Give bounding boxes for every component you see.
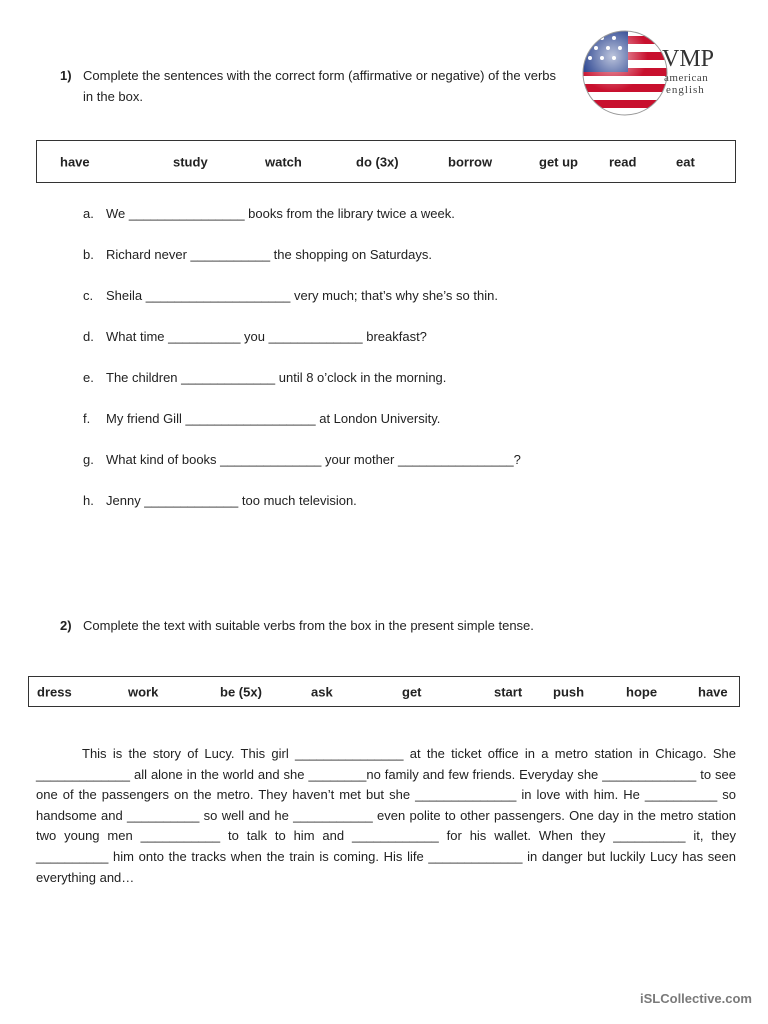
logo bbox=[580, 28, 725, 118]
exercise1-word-box bbox=[36, 140, 736, 183]
logo-title: VMP bbox=[662, 46, 715, 72]
exercise1-number: 1) bbox=[60, 68, 72, 83]
word-box-item: get bbox=[402, 684, 422, 699]
item-text: The children _____________ until 8 o’clock in the morning. bbox=[106, 370, 447, 385]
logo-line2: english bbox=[666, 84, 705, 96]
sentence-item bbox=[83, 247, 432, 262]
exercise2-word-box bbox=[28, 676, 740, 707]
sentence-item bbox=[83, 329, 427, 344]
item-letter: f. bbox=[83, 411, 91, 426]
item-text: Sheila ____________________ very much; that’s why she’s so thin. bbox=[106, 288, 498, 303]
flag-globe-icon bbox=[580, 28, 725, 118]
sentence-item bbox=[83, 288, 498, 303]
word-box-item: have bbox=[698, 684, 728, 699]
item-text: My friend Gill __________________ at London University. bbox=[106, 411, 441, 426]
watermark: iSLCollective.com bbox=[640, 991, 752, 1006]
sentence-item bbox=[83, 452, 521, 467]
sentence-item bbox=[83, 370, 446, 385]
word-box-item: eat bbox=[676, 154, 695, 169]
logo-line1: american bbox=[664, 72, 709, 84]
word-box-item: get up bbox=[539, 154, 578, 169]
word-box-item: study bbox=[173, 154, 208, 169]
item-letter: c. bbox=[83, 288, 94, 303]
item-letter: d. bbox=[83, 329, 94, 344]
item-text: We ________________ books from the library twice a week. bbox=[106, 206, 455, 221]
sentence-item bbox=[83, 411, 440, 426]
sentence-item bbox=[83, 206, 455, 221]
item-letter: g. bbox=[83, 452, 94, 467]
story-paragraph: This is the story of Lucy. This girl _______________ at the ticket office in a metro station in Chicago. She _____________ all alone in the world and she ________no family and few friends. Everyday she _____________ to see one of the passengers on the metro. They haven’t met but she ______________ in love with him. He __________ so handsome and __________ so well and he ___________ even polite to other passengers. One day in the metro station two young men ___________ to talk to him and ____________ for his wallet. When they __________ it, they __________ him onto the tracks when the train is coming. His life _____________ in danger but luckily Lucy has seen everything and… bbox=[36, 746, 736, 885]
item-letter: b. bbox=[83, 247, 94, 262]
word-box-item: hope bbox=[626, 684, 658, 699]
word-box-item: watch bbox=[265, 154, 302, 169]
word-box-item: ask bbox=[311, 684, 333, 699]
exercise2-number: 2) bbox=[60, 618, 72, 633]
word-box-item: read bbox=[609, 154, 637, 169]
item-text: Jenny _____________ too much television. bbox=[106, 493, 357, 508]
word-box-item: be (5x) bbox=[220, 684, 262, 699]
item-letter: a. bbox=[83, 206, 94, 221]
exercise1-instruction bbox=[60, 65, 560, 107]
exercise1-instruction-text: Complete the sentences with the correct form (affirmative or negative) of the verbs in the box. bbox=[83, 68, 557, 104]
word-box-item: borrow bbox=[448, 154, 493, 169]
word-box-item: work bbox=[128, 684, 159, 699]
item-text: What time __________ you _____________ breakfast? bbox=[106, 329, 427, 344]
exercise2-instruction bbox=[60, 615, 660, 636]
word-box-item: have bbox=[60, 154, 90, 169]
item-text: What kind of books ______________ your mother ________________? bbox=[106, 452, 521, 467]
word-box-item: push bbox=[553, 684, 585, 699]
item-letter: e. bbox=[83, 370, 94, 385]
word-box-item: do (3x) bbox=[356, 154, 399, 169]
item-letter: h. bbox=[83, 493, 94, 508]
exercise2-instruction-text: Complete the text with suitable verbs from the box in the present simple tense. bbox=[83, 618, 534, 633]
word-box-item: start bbox=[494, 684, 523, 699]
word-box-item: dress bbox=[37, 684, 72, 699]
sentence-item bbox=[83, 493, 357, 508]
item-text: Richard never ___________ the shopping on Saturdays. bbox=[106, 247, 432, 262]
